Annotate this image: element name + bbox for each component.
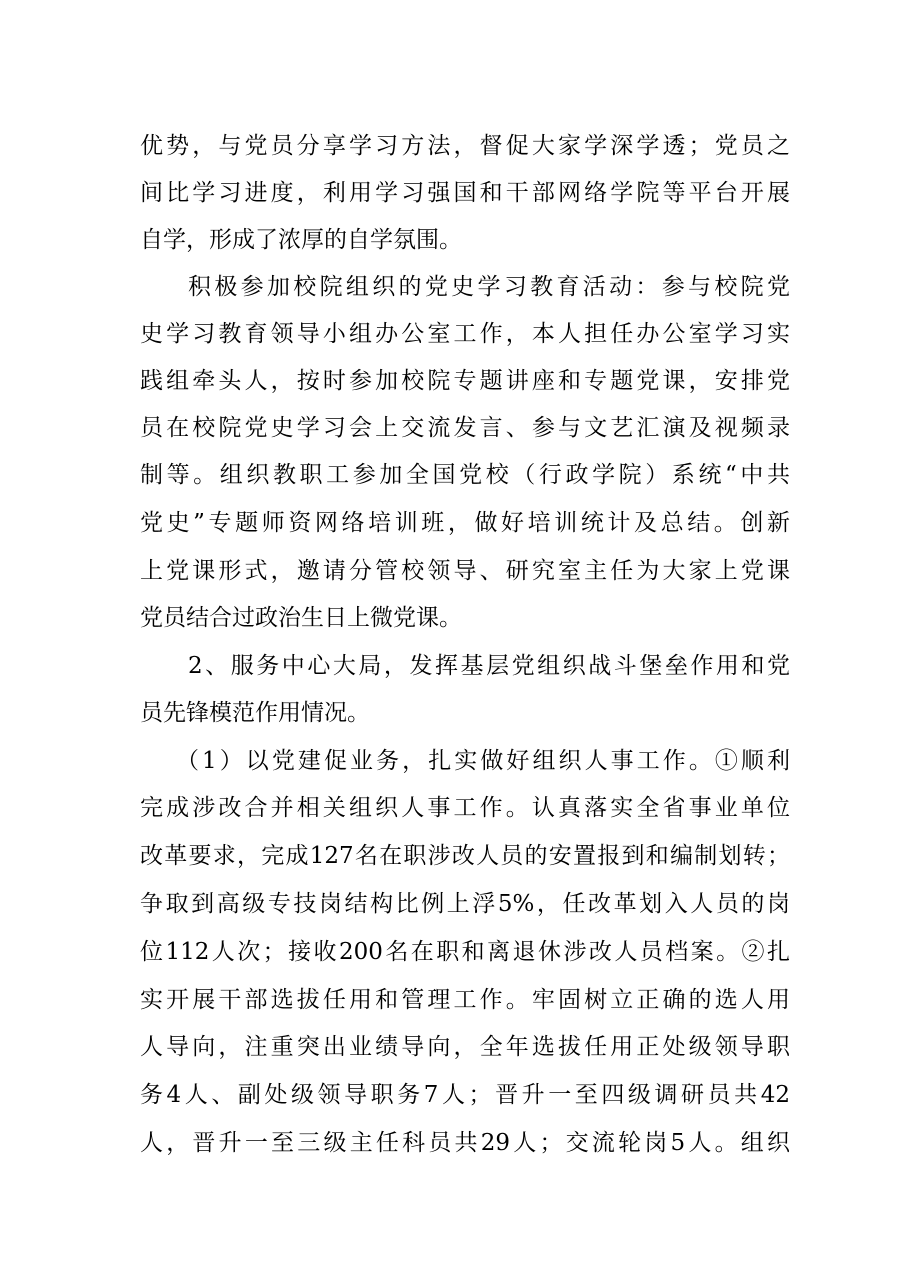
text-line-12: 2、服务中心大局，发挥基层党组织战斗堡垒作用和党 [188,653,790,679]
text-line-20: 人导向，注重突出业绩导向，全年选拔任用正处级领导职 [140,1034,790,1060]
text-line-8: 制等。组织教职工参加全国党校（行政学院）系统“中共 [140,462,790,488]
text-line-7: 员在校院党史学习会上交流发言、参与文艺汇演及视频录 [140,415,790,441]
text-line-16: 改革要求，完成127名在职涉改人员的安置报到和编制划转； [140,843,790,869]
text-line-18: 位112人次；接收200名在职和离退休涉改人员档案。②扎 [140,939,790,965]
text-line-22: 人，晋升一至三级主任科员共29人；交流轮岗5人。组织 [140,1130,790,1156]
text-line-15: 完成涉改合并相关组织人事工作。认真落实全省事业单位 [140,795,790,821]
text-line-13: 员先锋模范作用情况。 [140,700,370,726]
text-line-2: 间比学习进度，利用学习强国和干部网络学院等平台开展 [140,180,790,206]
text-line-6: 践组牵头人，按时参加校院专题讲座和专题党课，安排党 [140,368,790,394]
text-line-21: 务4人、副处级领导职务7人；晋升一至四级调研员共42 [140,1082,790,1108]
text-line-4: 积极参加校院组织的党史学习教育活动：参与校院党 [188,274,790,300]
text-line-14: （1）以党建促业务，扎实做好组织人事工作。①顺利 [176,748,790,774]
text-line-9: 党史”专题师资网络培训班，做好培训统计及总结。创新 [140,510,790,536]
text-line-17: 争取到高级专技岗结构比例上浮5%，任改革划入人员的岗 [140,891,790,917]
text-line-11: 党员结合过政治生日上微党课。 [140,605,462,631]
text-line-10: 上党课形式，邀请分管校领导、研究室主任为大家上党课 [140,558,790,584]
text-line-3: 自学，形成了浓厚的自学氛围。 [140,227,462,253]
text-line-5: 史学习教育领导小组办公室工作，本人担任办公室学习实 [140,321,790,347]
text-line-1: 优势，与党员分享学习方法，督促大家学深学透；党员之 [140,133,790,159]
text-line-19: 实开展干部选拔任用和管理工作。牢固树立正确的选人用 [140,987,790,1013]
